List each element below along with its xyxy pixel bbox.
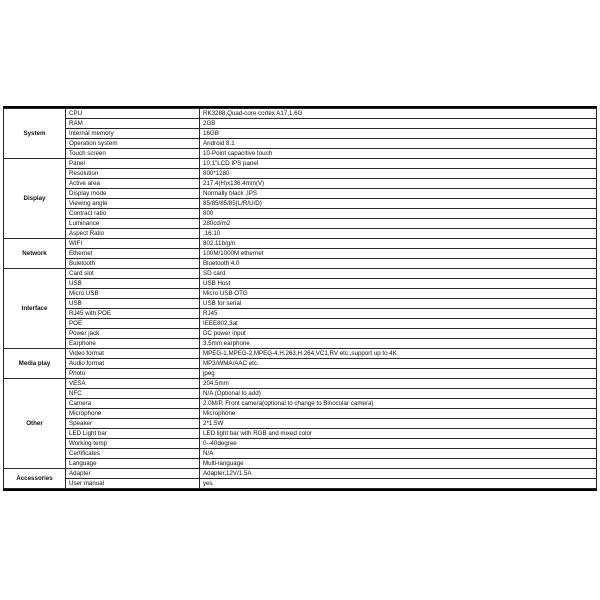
table-row — [4, 169, 597, 179]
table-row — [4, 129, 597, 139]
spec-value-cell: IEEE802.3at — [200, 319, 597, 329]
spec-value-cell: 280cd/m2 — [200, 219, 597, 229]
spec-value-cell: jpeg — [200, 369, 597, 379]
table-row — [4, 209, 597, 219]
spec-value-cell: 2*1.5W — [200, 419, 597, 429]
spec-value-cell: ,16:10 — [200, 229, 597, 239]
spec-key-cell: LED Light bar — [66, 429, 200, 439]
spec-key-cell: Operation system — [66, 139, 200, 149]
table-row — [4, 389, 597, 399]
spec-key-cell: Language — [66, 459, 200, 469]
spec-key-cell: Internal memory — [66, 129, 200, 139]
table-row — [4, 429, 597, 439]
spec-value-cell: 0--40degree — [200, 439, 597, 449]
table-row — [4, 109, 597, 119]
spec-key-cell: Adapter — [66, 469, 200, 479]
spec-value-cell: 3.5mm earphone — [200, 339, 597, 349]
spec-key-cell: Card slot — [66, 269, 200, 279]
table-row — [4, 469, 597, 479]
spec-key-cell: RAM — [66, 119, 200, 129]
spec-sheet — [3, 108, 597, 490]
spec-key-cell: Photo — [66, 369, 200, 379]
table-row — [4, 149, 597, 159]
category-cell: Interface — [4, 269, 66, 349]
spec-key-cell: Micro USB — [66, 289, 200, 299]
spec-value-cell: Adapter,12V/1.5A — [200, 469, 597, 479]
spec-value-cell: 204.5mm — [200, 379, 597, 389]
spec-value-cell: Multi-language — [200, 459, 597, 469]
spec-value-cell: 802.11b/g/n — [200, 239, 597, 249]
spec-value-cell: yes — [200, 479, 597, 489]
spec-key-cell: POE — [66, 319, 200, 329]
spec-key-cell: Camera — [66, 399, 200, 409]
table-row — [4, 189, 597, 199]
table-row — [4, 329, 597, 339]
spec-value-cell: RK3288,Quad-core cortex A17,1.6G — [200, 109, 597, 119]
table-row — [4, 309, 597, 319]
table-row — [4, 239, 597, 249]
table-row — [4, 379, 597, 389]
spec-key-cell: Display mode — [66, 189, 200, 199]
table-row — [4, 279, 597, 289]
spec-key-cell: WIFI — [66, 239, 200, 249]
category-cell: Media play — [4, 349, 66, 379]
table-row — [4, 439, 597, 449]
spec-value-cell: Bluetooth 4.0 — [200, 259, 597, 269]
spec-value-cell: Android 8.1 — [200, 139, 597, 149]
table-row — [4, 139, 597, 149]
spec-value-cell: RJ45 — [200, 309, 597, 319]
table-row — [4, 369, 597, 379]
category-cell: Other — [4, 379, 66, 469]
spec-key-cell: Speaker — [66, 419, 200, 429]
spec-value-cell: Micro USB OTG — [200, 289, 597, 299]
spec-value-cell: 16GB — [200, 129, 597, 139]
category-cell: Accessories — [4, 469, 66, 489]
spec-value-cell: Normally black ,IPS — [200, 189, 597, 199]
specification-table — [3, 108, 597, 489]
table-row — [4, 269, 597, 279]
table-row — [4, 409, 597, 419]
spec-key-cell: Resolution — [66, 169, 200, 179]
spec-value-cell: 10.1"LCD IPS panel — [200, 159, 597, 169]
spec-value-cell: DC power input — [200, 329, 597, 339]
spec-value-cell: SD card — [200, 269, 597, 279]
table-row — [4, 219, 597, 229]
table-row — [4, 349, 597, 359]
spec-key-cell: Viewing angle — [66, 199, 200, 209]
spec-value-cell: MP3/WMA/AAC etc. — [200, 359, 597, 369]
spec-value-cell: 2.0M/P, Front camera(optional to change to Binocular camera) — [200, 399, 597, 409]
spec-value-cell: USB Host — [200, 279, 597, 289]
spec-key-cell: RJ45 with POE — [66, 309, 200, 319]
spec-value-cell: 2GB — [200, 119, 597, 129]
spec-key-cell: Touch screen — [66, 149, 200, 159]
spec-value-cell: 217.4(H)x136.4mm(V) — [200, 179, 597, 189]
spec-key-cell: Buletooth — [66, 259, 200, 269]
spec-value-cell: LED light bar with RGB and mixed color — [200, 429, 597, 439]
spec-key-cell: Audio format — [66, 359, 200, 369]
spec-key-cell: Microphone — [66, 409, 200, 419]
table-row — [4, 199, 597, 209]
spec-key-cell: Aspect Ratio — [66, 229, 200, 239]
spec-value-cell: 800*1280 — [200, 169, 597, 179]
spec-key-cell: VESA — [66, 379, 200, 389]
spec-key-cell: Panel — [66, 159, 200, 169]
category-cell: Network — [4, 239, 66, 269]
table-row — [4, 259, 597, 269]
table-row — [4, 159, 597, 169]
table-row — [4, 459, 597, 469]
spec-key-cell: Ethernet — [66, 249, 200, 259]
spec-value-cell: 10-Point capacitive touch — [200, 149, 597, 159]
table-row — [4, 289, 597, 299]
spec-value-cell: Microphone — [200, 409, 597, 419]
table-row — [4, 229, 597, 239]
spec-key-cell: USB — [66, 279, 200, 289]
table-bottom-rule — [3, 489, 597, 491]
table-row — [4, 299, 597, 309]
category-cell: System — [4, 109, 66, 159]
spec-key-cell: Working temp — [66, 439, 200, 449]
spec-value-cell: USB for serial — [200, 299, 597, 309]
table-row — [4, 119, 597, 129]
table-row — [4, 419, 597, 429]
table-row — [4, 449, 597, 459]
spec-key-cell: Luminance — [66, 219, 200, 229]
table-row — [4, 339, 597, 349]
spec-key-cell: Certificates — [66, 449, 200, 459]
spec-key-cell: Video format — [66, 349, 200, 359]
table-row — [4, 179, 597, 189]
spec-key-cell: CPU — [66, 109, 200, 119]
table-row — [4, 319, 597, 329]
category-cell: Display — [4, 159, 66, 239]
spec-value-cell: N/A — [200, 449, 597, 459]
table-row — [4, 249, 597, 259]
spec-key-cell: Power jack — [66, 329, 200, 339]
spec-value-cell: 800 — [200, 209, 597, 219]
spec-value-cell: N/A (Optional to add) — [200, 389, 597, 399]
spec-key-cell: User manual — [66, 479, 200, 489]
spec-key-cell: USB — [66, 299, 200, 309]
spec-key-cell: Earphone — [66, 339, 200, 349]
table-row — [4, 479, 597, 489]
spec-key-cell: NFC — [66, 389, 200, 399]
spec-key-cell: Contract ratio — [66, 209, 200, 219]
table-row — [4, 359, 597, 369]
spec-value-cell: MPEG-1,MPEG-2,MPEG-4,H.263,H.264,VC1,RV etc.,support up to 4K — [200, 349, 597, 359]
spec-value-cell: 85/85/85/85(L/R/U/D) — [200, 199, 597, 209]
spec-key-cell: Active area — [66, 179, 200, 189]
spec-value-cell: 100M/1000M ethernet — [200, 249, 597, 259]
table-row — [4, 399, 597, 409]
